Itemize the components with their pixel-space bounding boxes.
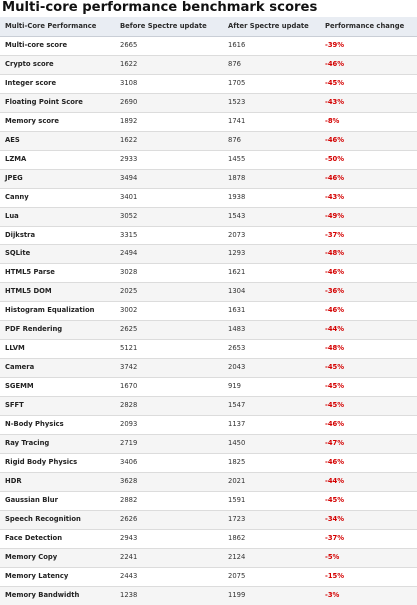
- cell-after-score: 2021: [223, 472, 320, 491]
- cell-performance-change: -46%: [320, 416, 417, 435]
- table-row: [0, 435, 417, 454]
- table-row: [0, 472, 417, 491]
- cell-after-score: 1591: [223, 491, 320, 510]
- cell-after-score: 1878: [223, 169, 320, 188]
- cell-before-score: 2943: [115, 529, 223, 548]
- cell-after-score: 876: [223, 55, 320, 74]
- table-row: [0, 548, 417, 567]
- cell-after-score: 1455: [223, 150, 320, 169]
- cell-test-name: Memory Copy: [0, 548, 115, 567]
- cell-after-score: 876: [223, 131, 320, 150]
- table-header-row: [0, 17, 417, 37]
- cell-test-name: Memory Latency: [0, 567, 115, 586]
- cell-after-score: 1862: [223, 529, 320, 548]
- column-header-before: Before Spectre update: [115, 17, 223, 37]
- table-row: [0, 169, 417, 188]
- cell-performance-change: -8%: [320, 112, 417, 131]
- cell-test-name: JPEG: [0, 169, 115, 188]
- cell-after-score: 1705: [223, 74, 320, 93]
- cell-test-name: Floating Point Score: [0, 93, 115, 112]
- cell-performance-change: -47%: [320, 435, 417, 454]
- cell-performance-change: -39%: [320, 37, 417, 56]
- cell-performance-change: -37%: [320, 529, 417, 548]
- cell-before-score: 2626: [115, 510, 223, 529]
- cell-after-score: 2124: [223, 548, 320, 567]
- cell-before-score: 2690: [115, 93, 223, 112]
- cell-performance-change: -44%: [320, 472, 417, 491]
- cell-before-score: 2719: [115, 435, 223, 454]
- table-row: [0, 226, 417, 245]
- cell-after-score: 2073: [223, 226, 320, 245]
- benchmark-table: [0, 17, 417, 605]
- table-row: [0, 37, 417, 56]
- cell-performance-change: -46%: [320, 55, 417, 74]
- table-row: [0, 245, 417, 264]
- cell-test-name: Histogram Equalization: [0, 302, 115, 321]
- cell-performance-change: -37%: [320, 226, 417, 245]
- table-body: [0, 37, 417, 605]
- cell-after-score: 919: [223, 378, 320, 397]
- cell-performance-change: -34%: [320, 510, 417, 529]
- cell-before-score: 2494: [115, 245, 223, 264]
- cell-after-score: 1543: [223, 207, 320, 226]
- table-row: [0, 112, 417, 131]
- table-row: [0, 510, 417, 529]
- cell-before-score: 3108: [115, 74, 223, 93]
- cell-performance-change: -50%: [320, 150, 417, 169]
- cell-before-score: 1622: [115, 55, 223, 74]
- cell-after-score: 1523: [223, 93, 320, 112]
- table-row: [0, 55, 417, 74]
- cell-test-name: Canny: [0, 188, 115, 207]
- cell-before-score: 2093: [115, 416, 223, 435]
- cell-test-name: SGEMM: [0, 378, 115, 397]
- cell-test-name: HTML5 Parse: [0, 264, 115, 283]
- cell-performance-change: -45%: [320, 491, 417, 510]
- cell-test-name: Integer score: [0, 74, 115, 93]
- table-row: [0, 93, 417, 112]
- cell-before-score: 1622: [115, 131, 223, 150]
- cell-after-score: 1723: [223, 510, 320, 529]
- cell-after-score: 1547: [223, 397, 320, 416]
- cell-after-score: 1741: [223, 112, 320, 131]
- cell-test-name: LLVM: [0, 340, 115, 359]
- cell-before-score: 3494: [115, 169, 223, 188]
- cell-performance-change: -46%: [320, 169, 417, 188]
- cell-before-score: 2665: [115, 37, 223, 56]
- cell-after-score: 1621: [223, 264, 320, 283]
- cell-before-score: 3028: [115, 264, 223, 283]
- table-row: [0, 529, 417, 548]
- cell-test-name: PDF Rendering: [0, 321, 115, 340]
- cell-after-score: 1631: [223, 302, 320, 321]
- cell-before-score: 2443: [115, 567, 223, 586]
- cell-before-score: 2625: [115, 321, 223, 340]
- cell-performance-change: -45%: [320, 397, 417, 416]
- table-row: [0, 416, 417, 435]
- cell-test-name: AES: [0, 131, 115, 150]
- column-header-test: Multi-Core Performance: [0, 17, 115, 37]
- table-row: [0, 207, 417, 226]
- cell-after-score: 1483: [223, 321, 320, 340]
- cell-test-name: N-Body Physics: [0, 416, 115, 435]
- cell-test-name: SQLite: [0, 245, 115, 264]
- table-row: [0, 74, 417, 93]
- cell-test-name: HDR: [0, 472, 115, 491]
- cell-after-score: 1616: [223, 37, 320, 56]
- cell-test-name: Memory score: [0, 112, 115, 131]
- table-row: [0, 150, 417, 169]
- page-title: Multi-core performance benchmark scores: [2, 0, 318, 15]
- table-row: [0, 453, 417, 472]
- cell-after-score: 1825: [223, 453, 320, 472]
- cell-performance-change: -44%: [320, 321, 417, 340]
- cell-before-score: 2241: [115, 548, 223, 567]
- table-row: [0, 586, 417, 604]
- cell-test-name: Crypto score: [0, 55, 115, 74]
- table-row: [0, 378, 417, 397]
- table-row: [0, 283, 417, 302]
- cell-performance-change: -15%: [320, 567, 417, 586]
- cell-performance-change: -46%: [320, 264, 417, 283]
- cell-test-name: Dijkstra: [0, 226, 115, 245]
- cell-after-score: 1938: [223, 188, 320, 207]
- cell-before-score: 3002: [115, 302, 223, 321]
- cell-test-name: HTML5 DOM: [0, 283, 115, 302]
- cell-before-score: 3406: [115, 453, 223, 472]
- table-row: [0, 359, 417, 378]
- cell-after-score: 2653: [223, 340, 320, 359]
- table-row: [0, 397, 417, 416]
- cell-performance-change: -45%: [320, 378, 417, 397]
- cell-performance-change: -46%: [320, 453, 417, 472]
- cell-before-score: 2025: [115, 283, 223, 302]
- table-row: [0, 321, 417, 340]
- table-row: [0, 188, 417, 207]
- cell-after-score: 2075: [223, 567, 320, 586]
- cell-test-name: LZMA: [0, 150, 115, 169]
- cell-before-score: 1238: [115, 586, 223, 604]
- cell-test-name: Multi-core score: [0, 37, 115, 56]
- cell-performance-change: -5%: [320, 548, 417, 567]
- cell-performance-change: -36%: [320, 283, 417, 302]
- column-header-after: After Spectre update: [223, 17, 320, 37]
- cell-performance-change: -46%: [320, 302, 417, 321]
- cell-performance-change: -48%: [320, 245, 417, 264]
- cell-after-score: 1304: [223, 283, 320, 302]
- cell-test-name: Gaussian Blur: [0, 491, 115, 510]
- cell-test-name: Speech Recognition: [0, 510, 115, 529]
- cell-performance-change: -49%: [320, 207, 417, 226]
- cell-performance-change: -43%: [320, 93, 417, 112]
- cell-test-name: Face Detection: [0, 529, 115, 548]
- cell-performance-change: -46%: [320, 131, 417, 150]
- table-row: [0, 302, 417, 321]
- cell-test-name: SFFT: [0, 397, 115, 416]
- cell-performance-change: -45%: [320, 74, 417, 93]
- table-row: [0, 567, 417, 586]
- cell-before-score: 3628: [115, 472, 223, 491]
- cell-performance-change: -43%: [320, 188, 417, 207]
- cell-before-score: 1892: [115, 112, 223, 131]
- table-row: [0, 264, 417, 283]
- cell-test-name: Rigid Body Physics: [0, 453, 115, 472]
- cell-after-score: 2043: [223, 359, 320, 378]
- cell-before-score: 2933: [115, 150, 223, 169]
- column-header-change: Performance change: [320, 17, 417, 37]
- cell-performance-change: -48%: [320, 340, 417, 359]
- cell-before-score: 3315: [115, 226, 223, 245]
- table-row: [0, 491, 417, 510]
- table-row: [0, 340, 417, 359]
- cell-test-name: Lua: [0, 207, 115, 226]
- cell-after-score: 1199: [223, 586, 320, 604]
- cell-test-name: Ray Tracing: [0, 435, 115, 454]
- cell-after-score: 1450: [223, 435, 320, 454]
- table-row: [0, 131, 417, 150]
- cell-test-name: Camera: [0, 359, 115, 378]
- cell-after-score: 1293: [223, 245, 320, 264]
- cell-before-score: 2882: [115, 491, 223, 510]
- cell-before-score: 3742: [115, 359, 223, 378]
- cell-before-score: 3401: [115, 188, 223, 207]
- cell-performance-change: -45%: [320, 359, 417, 378]
- cell-before-score: 5121: [115, 340, 223, 359]
- cell-before-score: 3052: [115, 207, 223, 226]
- cell-test-name: Memory Bandwidth: [0, 586, 115, 604]
- cell-performance-change: -3%: [320, 586, 417, 604]
- cell-before-score: 1670: [115, 378, 223, 397]
- cell-after-score: 1137: [223, 416, 320, 435]
- cell-before-score: 2828: [115, 397, 223, 416]
